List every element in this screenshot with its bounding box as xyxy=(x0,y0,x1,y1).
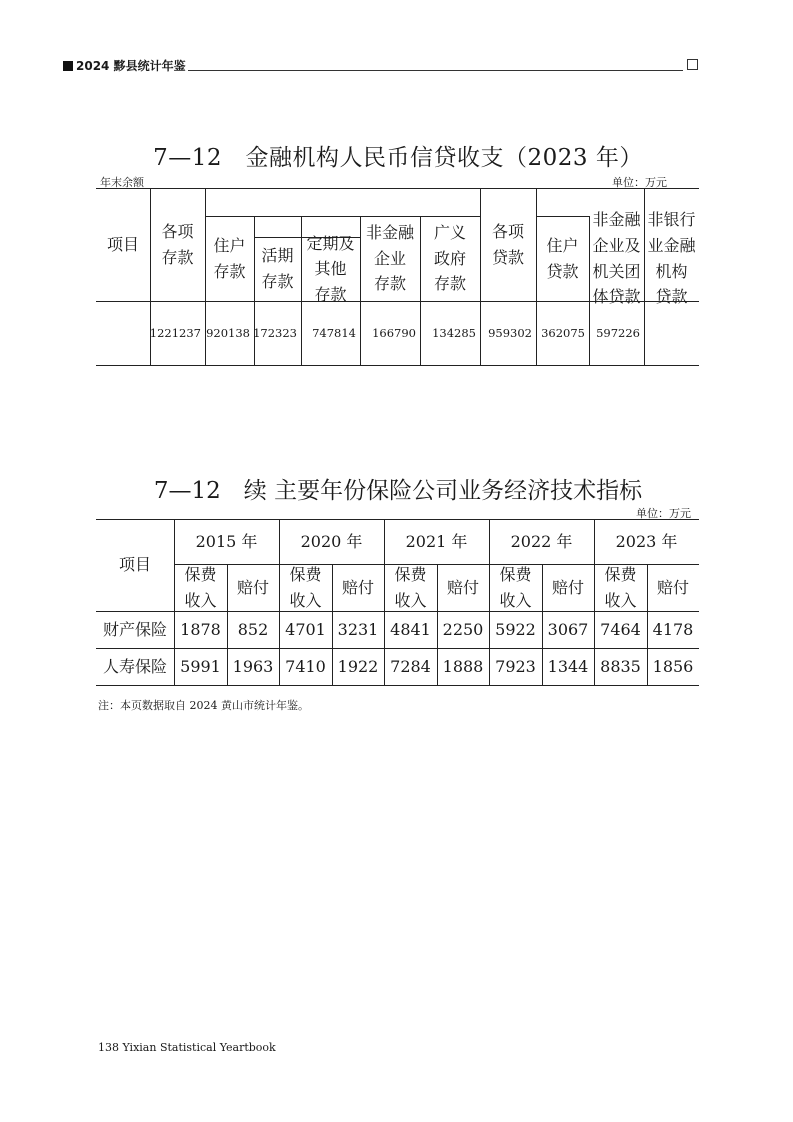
t2-cell: 1888 xyxy=(442,656,484,676)
t2-cell: 7923 xyxy=(495,656,536,676)
t2-cell: 852 xyxy=(237,619,269,639)
t1-col-time: 定期及 其他 存款 xyxy=(306,233,355,304)
running-header xyxy=(63,58,698,74)
t2-cell: 1856 xyxy=(652,656,694,676)
t2-sub-premium: 保费 收入 xyxy=(604,564,637,610)
t2-cell: 1922 xyxy=(337,656,379,676)
page-footer: 138 Yixian Statistical Yeartbook xyxy=(98,1041,276,1054)
t1-cell: 1221237 xyxy=(149,326,201,340)
t2-year: 2023 年 xyxy=(615,531,678,551)
t1-cell: 597226 xyxy=(596,326,640,340)
t2-cell: 7464 xyxy=(600,619,641,639)
t2-cell: 4841 xyxy=(390,619,431,639)
t2-cell: 1344 xyxy=(547,656,589,676)
t2-sub-claims: 赔付 xyxy=(551,577,584,597)
header-title: 2024 黟县统计年鉴 xyxy=(76,59,186,73)
t1-col-loans: 各项 贷款 xyxy=(491,221,524,267)
t1-cell: 747814 xyxy=(312,326,356,340)
t2-cell: 5922 xyxy=(495,619,536,639)
t1-cell: 920138 xyxy=(206,326,250,340)
t2-sub-premium: 保费 收入 xyxy=(184,564,217,610)
t2-sub-premium: 保费 收入 xyxy=(394,564,427,610)
t2-sub-claims: 赔付 xyxy=(656,577,689,597)
t1-col-household-deposits: 住户 存款 xyxy=(213,235,246,281)
t2-sub-claims: 赔付 xyxy=(236,577,269,597)
table1-note-left: 年末余额 xyxy=(100,176,144,189)
t2-col-item: 项目 xyxy=(118,555,151,575)
t1-col-nonfin-deposits: 非金融 企业 存款 xyxy=(365,223,414,294)
table1-title: 7—12 金融机构人民币信贷收支（2023 年） xyxy=(153,145,643,171)
t2-year: 2022 年 xyxy=(510,531,573,551)
t1-col-nonfin-loans: 非金融 企业及 机关团 体贷款 xyxy=(592,210,641,307)
t2-cell: 1878 xyxy=(180,619,221,639)
header-box-icon xyxy=(687,59,698,70)
t1-cell xyxy=(644,301,699,365)
table2-note-right: 单位：万元 xyxy=(636,507,691,520)
t2-sub-claims: 赔付 xyxy=(341,577,374,597)
t2-sub-premium: 保费 收入 xyxy=(499,564,532,610)
t2-year: 2021 年 xyxy=(405,531,468,551)
header-square-icon xyxy=(63,61,73,71)
t2-row-label: 人寿保险 xyxy=(102,656,167,676)
footnote: 注：本页数据取自 2024 黄山市统计年鉴。 xyxy=(98,699,309,712)
t2-cell: 8835 xyxy=(600,656,641,676)
t2-cell: 7410 xyxy=(285,656,326,676)
t2-sub-premium: 保费 收入 xyxy=(289,564,322,610)
header-rule xyxy=(188,70,683,71)
t1-col-household-loans: 住户 贷款 xyxy=(546,235,579,281)
t1-col-item: 项目 xyxy=(106,234,139,254)
t1-cell: 166790 xyxy=(372,326,416,340)
t1-cell: 362075 xyxy=(541,326,585,340)
t1-cell: 134285 xyxy=(432,326,476,340)
t2-cell: 7284 xyxy=(390,656,431,676)
t2-cell: 3231 xyxy=(337,619,379,639)
t2-cell: 3067 xyxy=(547,619,589,639)
t2-year: 2015 年 xyxy=(195,531,258,551)
t1-col-demand: 活期 存款 xyxy=(261,246,294,291)
t1-cell: 959302 xyxy=(488,326,532,340)
t2-cell: 4701 xyxy=(285,619,326,639)
t1-row-label xyxy=(96,301,150,365)
t1-col-deposits: 各项 存款 xyxy=(161,221,194,267)
t2-cell: 1963 xyxy=(232,656,274,676)
t2-year: 2020 年 xyxy=(300,531,363,551)
t2-cell: 5991 xyxy=(180,656,221,676)
t2-cell: 2250 xyxy=(442,619,484,639)
t1-cell: 172323 xyxy=(253,326,297,340)
t1-col-gov-deposits: 广义 政府 存款 xyxy=(433,223,466,294)
t2-sub-claims: 赔付 xyxy=(446,577,479,597)
t1-col-nonbank-loans: 非银行 业金融 机构 贷款 xyxy=(647,210,696,307)
table2-title: 7—12 续 主要年份保险公司业务经济技术指标 xyxy=(153,478,643,504)
t2-row-label: 财产保险 xyxy=(102,619,167,639)
table1-note-right: 单位：万元 xyxy=(612,176,667,189)
t2-cell: 4178 xyxy=(652,619,694,639)
